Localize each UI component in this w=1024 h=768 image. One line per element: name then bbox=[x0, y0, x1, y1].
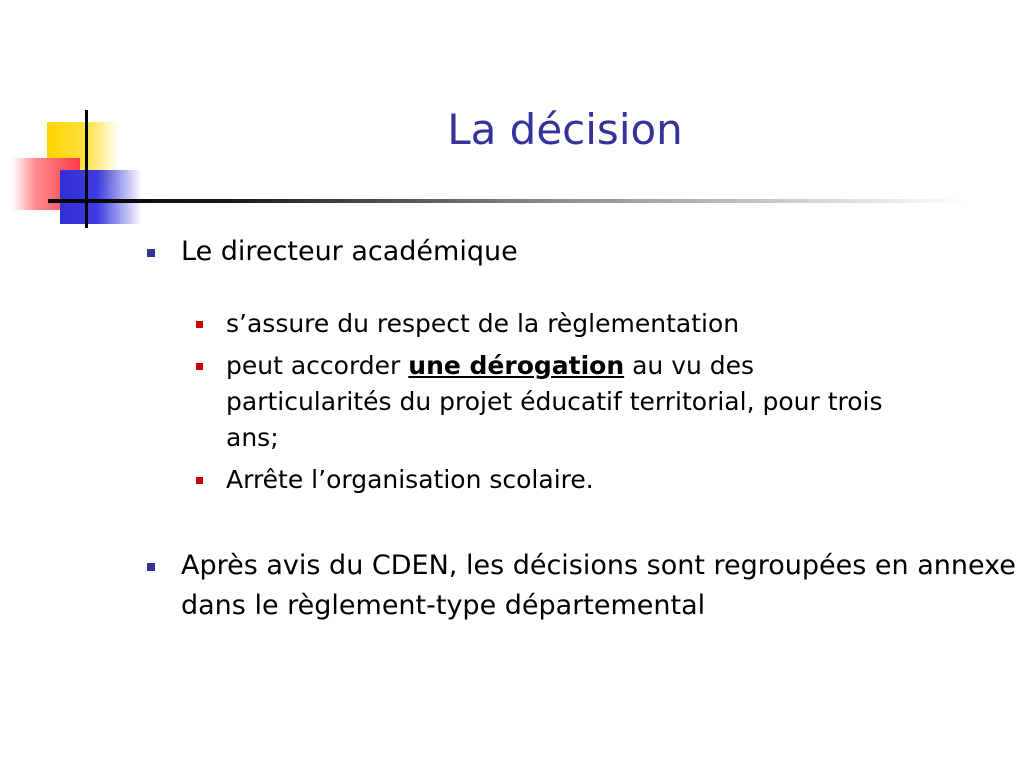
bullet-item-2-text: Après avis du CDEN, les décisions sont regroupées en annexe dans le règlement-type départemental bbox=[181, 550, 1016, 621]
bullet-item-1 bbox=[145, 232, 1005, 272]
sub-bullet-item-1 bbox=[145, 306, 926, 342]
sub-bullet-item-2 bbox=[145, 348, 926, 456]
sub-bullet-item-1-text: s’assure du respect de la règlementation bbox=[226, 309, 740, 338]
sub-bullet-item-3-text: Arrête l’organisation scolaire. bbox=[226, 465, 594, 494]
sub-bullet-item-2-text-before: peut accorder bbox=[226, 351, 409, 380]
square-bullet-icon bbox=[147, 563, 155, 571]
sub-bullet-item-2-text-after: au vu des particularités du projet éducatif territorial, pour trois ans; bbox=[226, 351, 883, 452]
square-bullet-icon bbox=[196, 363, 203, 370]
sub-bullet-item-3 bbox=[145, 462, 926, 498]
square-bullet-icon bbox=[196, 321, 203, 328]
title-divider-line bbox=[48, 199, 968, 203]
square-bullet-icon bbox=[196, 477, 203, 484]
logo-vertical-line bbox=[85, 110, 88, 228]
bullet-item-1-text: Le directeur académique bbox=[181, 236, 518, 267]
slide-content bbox=[145, 232, 1016, 626]
logo-blue-square bbox=[60, 170, 142, 224]
derogation-emphasis: une dérogation bbox=[408, 351, 625, 380]
square-bullet-icon bbox=[147, 249, 155, 257]
decorative-logo bbox=[0, 0, 160, 240]
slide-title: La décision bbox=[447, 105, 683, 154]
bullet-item-2 bbox=[145, 546, 1024, 626]
sub-bullet-list bbox=[145, 306, 1005, 498]
